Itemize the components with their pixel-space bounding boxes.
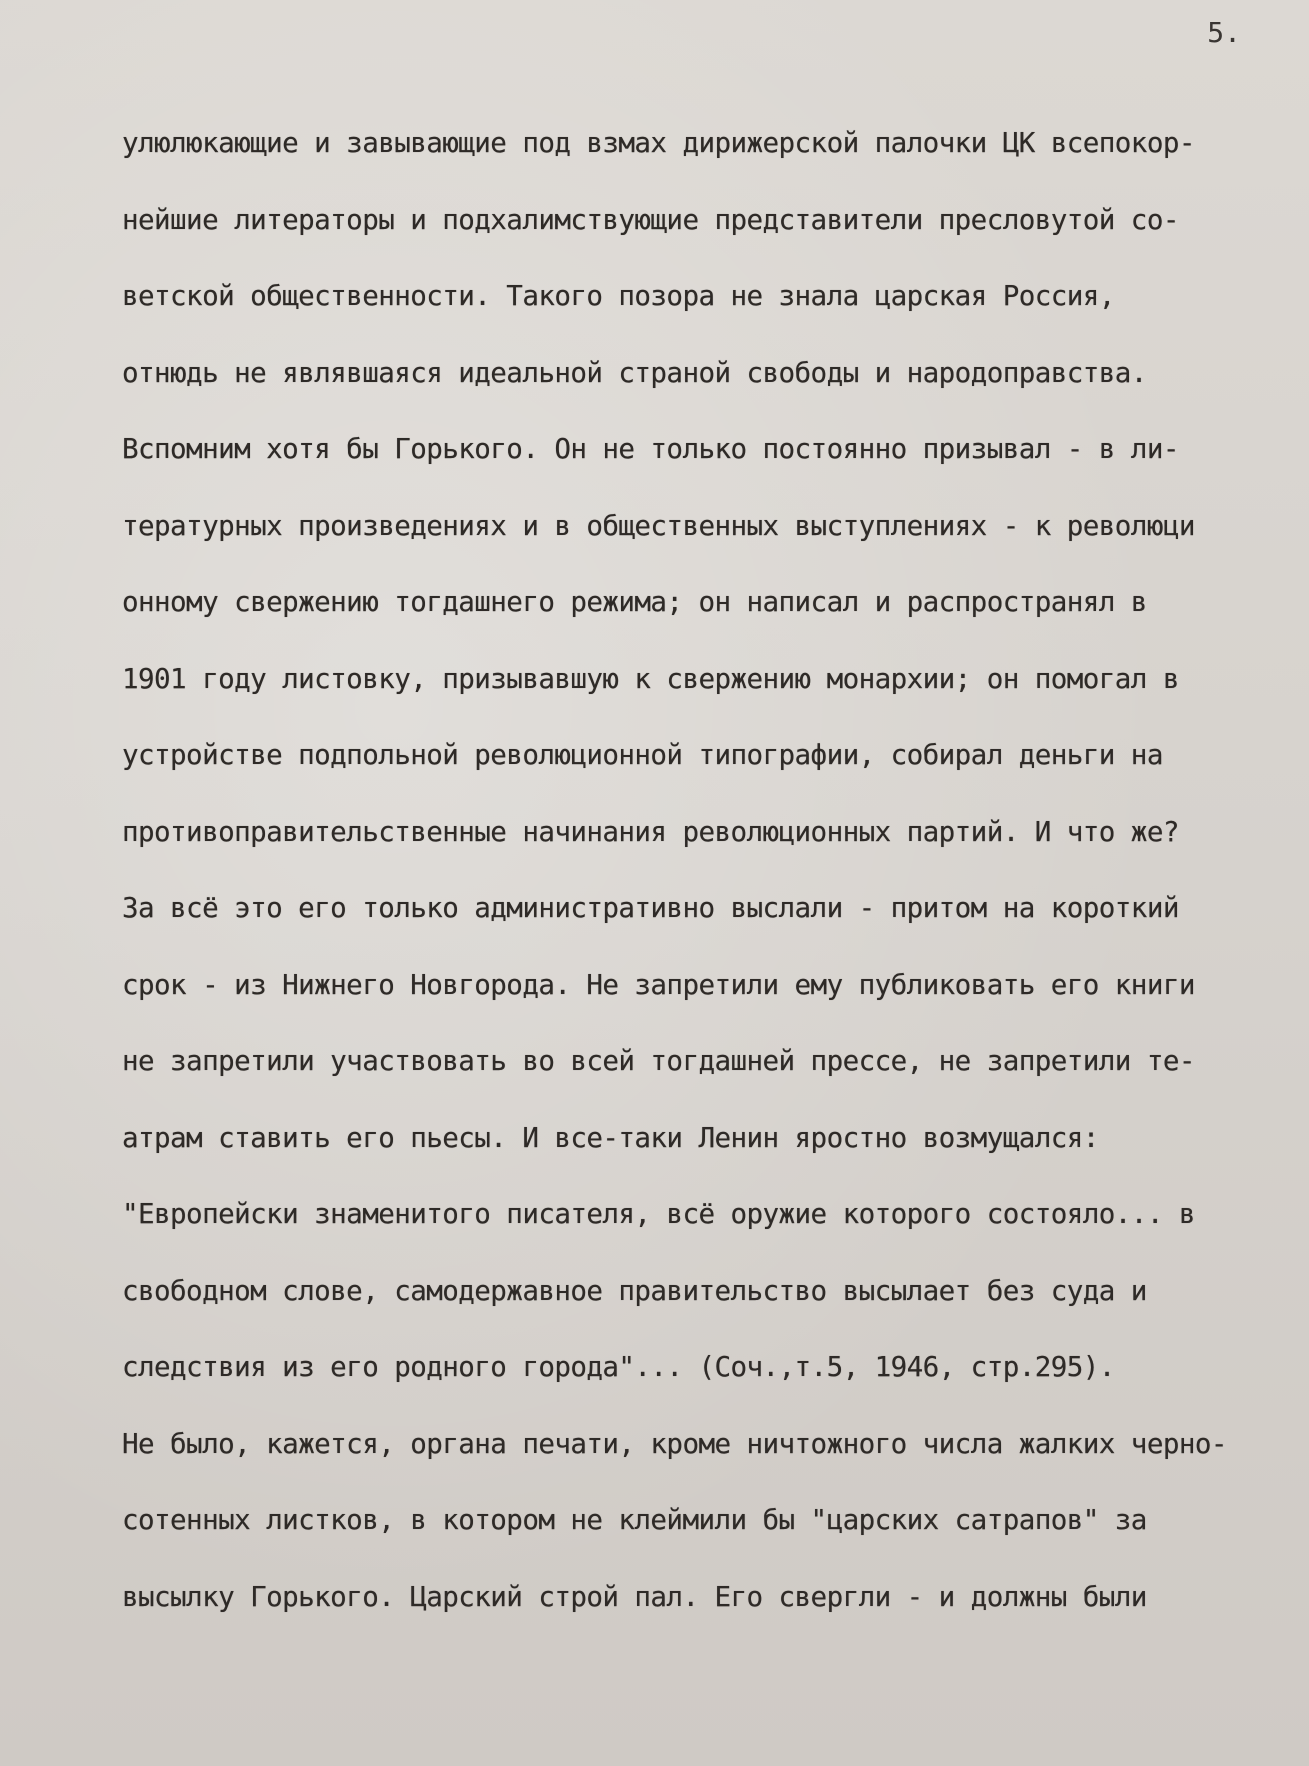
text-line: За всё это его только административно выслали - притом на короткий bbox=[122, 891, 1179, 924]
text-line: атрам ставить его пьесы. И все-таки Ленин яростно возмущался: bbox=[122, 1120, 1099, 1154]
text-line: противоправительственные начинания революционных партий. И что же? bbox=[122, 814, 1179, 848]
page-number: 5. bbox=[1207, 16, 1241, 49]
text-line: следствия из его родного города"... (Соч.,т.5, 1946, стр.295). bbox=[122, 1350, 1115, 1383]
text-line: тературных произведениях и в общественных выступлениях - к революци bbox=[122, 508, 1195, 542]
text-line: свободном слове, самодержавное правительство высылает без суда и bbox=[122, 1273, 1147, 1307]
text-line: улюлюкающие и завывающие под взмах дирижерской палочки ЦК всепокор- bbox=[122, 126, 1195, 159]
text-line: не запретили участвовать во всей тогдашней прессе, не запретили те- bbox=[122, 1044, 1195, 1077]
text-line: высылку Горького. Царский строй пал. Его свергли - и должны были bbox=[122, 1579, 1147, 1613]
text-line: устройстве подпольной революционной типографии, собирал деньги на bbox=[122, 738, 1163, 771]
text-line: нейшие литераторы и подхалимствующие представители пресловутой со- bbox=[122, 202, 1179, 236]
text-line: 1901 году листовку, призывавшую к свержению монархии; он помогал в bbox=[122, 661, 1179, 695]
body-text bbox=[122, 120, 1309, 1650]
text-line: отнюдь не являвшаяся идеальной страной свободы и народоправства. bbox=[122, 355, 1147, 389]
text-line: "Европейски знаменитого писателя, всё оружие которого состояло... в bbox=[122, 1197, 1195, 1230]
text-line: ветской общественности. Такого позора не знала царская Россия, bbox=[122, 279, 1115, 312]
text-line: срок - из Нижнего Новгорода. Не запретили ему публиковать его книги bbox=[122, 967, 1195, 1001]
text-line: Вспомним хотя бы Горького. Он не только постоянно призывал - в ли- bbox=[122, 432, 1179, 465]
text-line: сотенных листков, в котором не клеймили бы "царских сатрапов" за bbox=[122, 1503, 1147, 1536]
text-line: Не было, кажется, органа печати, кроме ничтожного числа жалких черно- bbox=[122, 1426, 1227, 1460]
text-line: онному свержению тогдашнего режима; он написал и распространял в bbox=[122, 585, 1147, 618]
